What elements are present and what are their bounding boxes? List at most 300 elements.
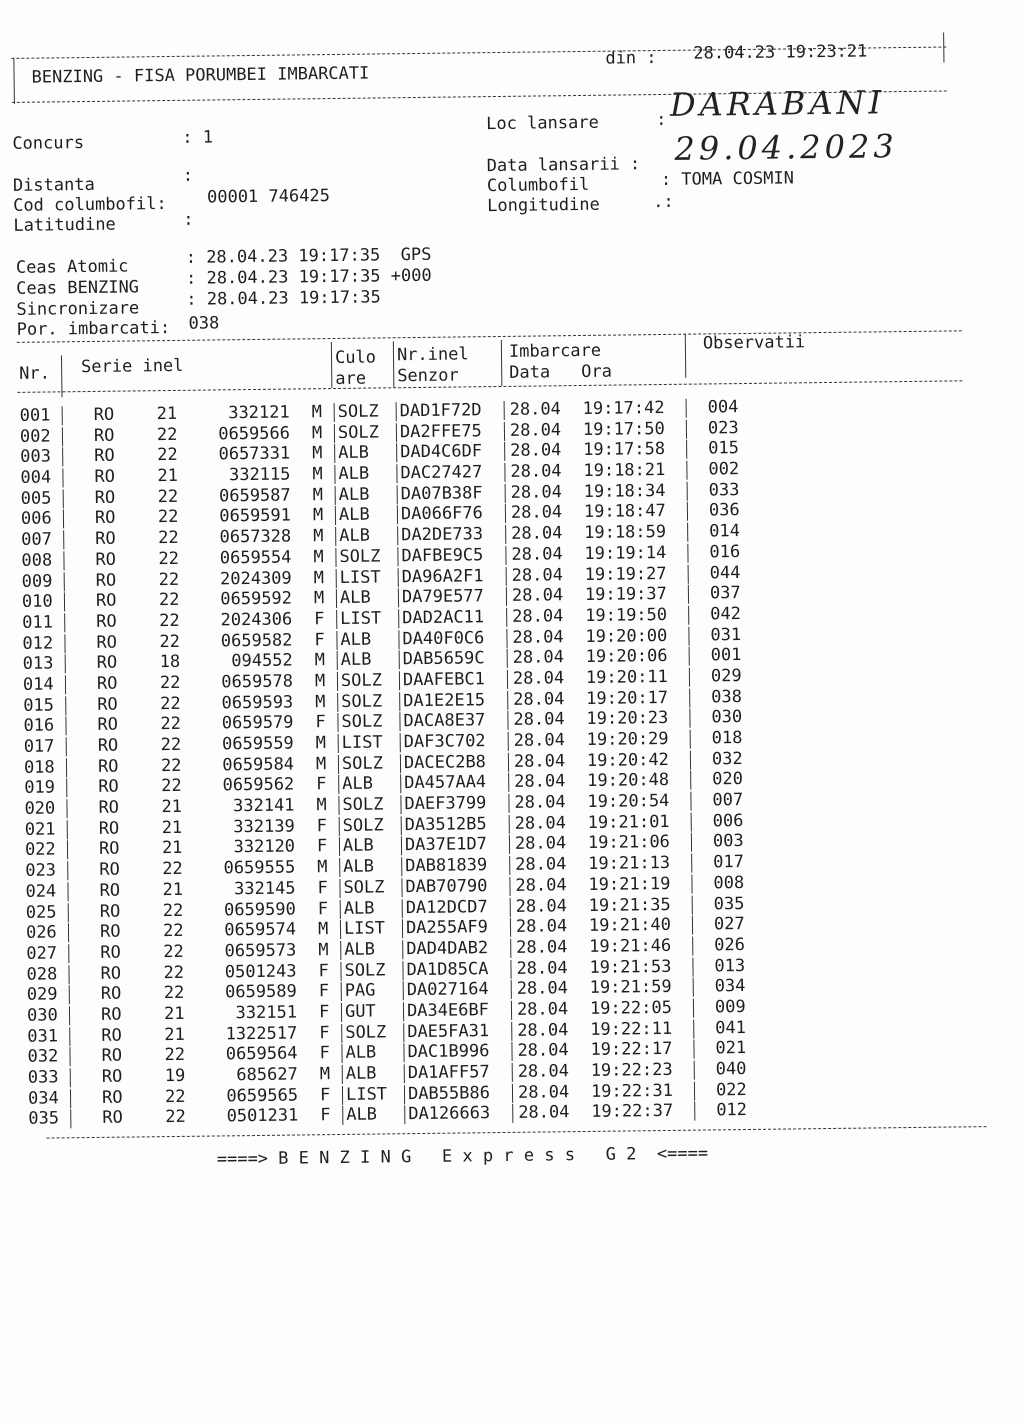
ring-year: 22 [157, 445, 178, 466]
observation: 001 [710, 645, 742, 666]
cell-divider [338, 796, 339, 815]
cell-divider [334, 444, 335, 463]
cell-divider [336, 568, 337, 587]
boarding-time: 19:21:53 [589, 956, 672, 978]
boarding-time: 19:22:11 [590, 1018, 673, 1040]
cell-divider [397, 526, 398, 545]
sensor-ring: DAAFEBC1 [402, 669, 485, 691]
cell-divider [65, 675, 66, 694]
color: ALB [342, 835, 374, 857]
country-code: RO [99, 901, 121, 922]
ring-year: 21 [163, 1003, 185, 1025]
country-code: RO [100, 983, 122, 1005]
country-code: RO [101, 1045, 123, 1067]
sensor-ring: DAD1F72D [399, 400, 482, 422]
sensor-ring: DA1E2E15 [403, 689, 486, 711]
cell-divider [340, 920, 341, 939]
row-number: 029 [26, 984, 58, 1006]
country-code: RO [94, 487, 116, 508]
ring-year: 19 [164, 1065, 186, 1087]
col-divider [685, 334, 687, 378]
cell-divider [335, 527, 336, 546]
boarding-time: 19:18:47 [583, 501, 666, 523]
sex: M [313, 546, 324, 568]
cell-divider [396, 464, 397, 483]
boarding-date: 28.04 [515, 854, 567, 875]
cell-divider [403, 981, 404, 1000]
ring-year: 22 [158, 590, 180, 611]
boarding-date: 28.04 [514, 833, 567, 855]
ring-year: 22 [159, 610, 180, 632]
cod-columbofil-label: Cod columbofil: [13, 194, 167, 216]
sex: F [316, 815, 328, 837]
col-header-senzor: Senzor [397, 365, 459, 387]
sensor-ring: DA34E6BF [406, 1000, 490, 1022]
observation: 009 [714, 996, 746, 1018]
boarding-time: 19:22:37 [591, 1101, 674, 1123]
ring-year: 22 [163, 941, 184, 963]
sensor-ring: DA066F76 [400, 503, 483, 525]
table-header-bottom-border [17, 380, 962, 393]
data-lansarii-handwritten: 29.04.2023 [674, 127, 898, 168]
country-code: RO [98, 839, 120, 860]
cell-divider [66, 758, 67, 777]
cell-divider [689, 709, 690, 728]
boarding-time: 19:19:50 [585, 604, 668, 626]
cell-divider [509, 815, 510, 834]
cell-divider [505, 504, 506, 523]
ring-number: 0659559 [221, 733, 294, 755]
cell-divider [508, 732, 509, 751]
ring-year: 22 [163, 983, 185, 1004]
col-header-culoare-2: are [335, 368, 367, 389]
cell-divider [339, 837, 340, 856]
boarding-time: 19:20:11 [585, 666, 668, 688]
observation: 013 [714, 955, 746, 976]
ring-number: 0659584 [222, 754, 295, 776]
cell-divider [341, 1003, 342, 1022]
ring-year: 22 [159, 631, 181, 652]
ring-number: 332115 [228, 464, 291, 486]
observation: 004 [707, 397, 739, 418]
color: LIST [343, 918, 386, 940]
color: SOLZ [339, 546, 381, 567]
sex: M [311, 422, 323, 443]
color: ALB [345, 1042, 377, 1064]
cell-divider [337, 693, 338, 712]
columbofil-label: Columbofil [486, 174, 590, 197]
boarding-time: 19:22:17 [590, 1039, 673, 1061]
cell-divider [509, 877, 510, 896]
country-code: RO [100, 1004, 122, 1025]
sensor-ring: DA2FFE75 [399, 420, 482, 442]
cell-divider [338, 755, 339, 774]
sex: F [319, 1084, 331, 1105]
sex: F [314, 609, 325, 630]
header-left-border [13, 58, 15, 104]
ring-number: 332145 [233, 878, 296, 900]
ring-year: 22 [162, 921, 184, 942]
cell-divider [402, 940, 403, 959]
ring-year: 22 [158, 569, 180, 590]
cell-divider [507, 649, 508, 668]
observation: 027 [713, 914, 745, 935]
cell-divider [401, 816, 402, 835]
longitudine-colon: .: [653, 191, 674, 213]
print-date-value: 28.04.23 19:23:21 [693, 41, 868, 64]
cell-divider [66, 799, 67, 818]
cod-columbofil-value: 00001 746425 [206, 186, 331, 208]
sex: F [318, 1002, 330, 1023]
ring-year: 21 [161, 838, 183, 859]
document-title: BENZING - FISA PORUMBEI IMBARCATI [31, 63, 370, 88]
country-code: RO [96, 652, 118, 674]
boarding-time: 19:20:00 [585, 625, 668, 647]
cell-divider [67, 820, 68, 839]
sensor-ring: DA07B38F [400, 482, 483, 504]
boarding-time: 19:20:54 [587, 791, 670, 813]
ring-year: 22 [156, 424, 178, 445]
cell-divider [68, 903, 69, 922]
boarding-date: 28.04 [510, 502, 563, 524]
cell-divider [693, 978, 694, 997]
observation: 012 [716, 1100, 748, 1121]
cell-divider [341, 982, 342, 1001]
country-code: RO [100, 942, 121, 963]
row-number: 007 [21, 529, 53, 550]
boarding-time: 19:21:35 [588, 894, 671, 916]
cell-divider [64, 613, 65, 632]
country-code: RO [93, 404, 115, 425]
row-number: 035 [28, 1108, 60, 1130]
cell-divider [337, 672, 338, 691]
cell-divider [692, 895, 693, 914]
sex: M [312, 443, 323, 464]
ring-number: 0659562 [222, 774, 295, 796]
cell-divider [66, 779, 67, 798]
country-code: RO [97, 694, 118, 715]
boarding-date: 28.04 [510, 461, 562, 482]
cell-divider [693, 999, 694, 1018]
sensor-ring: DA3512B5 [404, 813, 487, 835]
observation: 030 [711, 707, 743, 728]
observation: 037 [709, 583, 741, 604]
cell-divider [688, 606, 689, 625]
cell-divider [691, 833, 692, 852]
cell-divider [339, 817, 340, 836]
col-header-serie: Serie inel [81, 355, 184, 378]
table-bottom-border [47, 1126, 987, 1138]
ceas-atomic-label: Ceas Atomic [15, 256, 129, 278]
boarding-date: 28.04 [514, 812, 567, 834]
color: ALB [339, 525, 371, 547]
sincronizare-label: Sincronizare [16, 298, 140, 320]
boarding-time: 19:17:50 [582, 418, 665, 440]
ring-number: 0657331 [218, 443, 291, 465]
cell-divider [507, 670, 508, 689]
cell-divider [65, 696, 66, 715]
ring-number: 2024306 [220, 609, 293, 631]
cell-divider [686, 399, 687, 418]
ring-number: 0659565 [226, 1085, 299, 1107]
boarding-time: 19:21:59 [589, 977, 672, 999]
cell-divider [68, 944, 69, 963]
cell-divider [340, 962, 341, 981]
boarding-time: 19:19:14 [584, 542, 667, 564]
color: ALB [339, 587, 371, 609]
row-number: 019 [24, 777, 56, 799]
observation: 034 [714, 976, 746, 997]
cell-divider [507, 691, 508, 710]
cell-divider [396, 444, 397, 463]
color: ALB [340, 629, 372, 650]
sex: M [318, 939, 329, 961]
cell-divider [510, 897, 511, 916]
cell-divider [399, 671, 400, 690]
country-code: RO [97, 756, 119, 777]
cell-divider [403, 1002, 404, 1021]
ring-number: 0659591 [219, 505, 292, 527]
color: GUT [344, 1001, 376, 1022]
boarding-time: 19:21:19 [588, 873, 671, 895]
row-number: 014 [22, 674, 54, 695]
cell-divider [399, 650, 400, 669]
row-number: 002 [19, 426, 51, 447]
boarding-date: 28.04 [511, 585, 564, 607]
sensor-ring: DA457AA4 [404, 772, 487, 794]
cell-divider [687, 481, 688, 500]
boarding-time: 19:21:06 [587, 832, 670, 854]
ring-number: 332141 [232, 795, 295, 817]
cell-divider [506, 608, 507, 627]
sex: M [319, 1064, 331, 1085]
ring-number: 0659554 [219, 547, 292, 569]
cell-divider [402, 899, 403, 918]
row-number: 025 [25, 901, 57, 923]
cell-divider [693, 1019, 694, 1038]
boarding-time: 19:18:21 [583, 460, 666, 482]
country-code: RO [100, 963, 122, 984]
cell-divider [690, 730, 691, 749]
cell-divider [504, 401, 505, 420]
boarding-time: 19:18:59 [584, 522, 667, 544]
print-date-label: din : [605, 48, 657, 69]
cell-divider [63, 530, 64, 549]
boarding-time: 19:17:58 [583, 439, 666, 461]
boarding-date: 28.04 [512, 606, 564, 627]
cell-divider [404, 1064, 405, 1083]
col-divider [501, 340, 503, 386]
row-number: 010 [21, 591, 53, 613]
cell-divider [508, 753, 509, 772]
cell-divider [335, 548, 336, 567]
country-code: RO [93, 425, 115, 446]
cell-divider [401, 837, 402, 856]
boarding-date: 28.04 [511, 523, 563, 544]
boarding-time: 19:22:05 [589, 997, 673, 1019]
ring-number: 0501243 [224, 961, 297, 982]
ring-year: 22 [160, 714, 182, 735]
sensor-ring: DAB70790 [405, 875, 488, 897]
cell-divider [334, 403, 335, 422]
country-code: RO [99, 859, 120, 881]
observation: 044 [709, 562, 741, 583]
observation: 021 [715, 1038, 747, 1059]
cell-divider [69, 1006, 70, 1025]
row-number: 034 [27, 1088, 59, 1109]
col-header-ora: Ora [581, 361, 613, 382]
sensor-ring: DA1AFF57 [407, 1062, 490, 1084]
sensor-ring: DAC1B996 [407, 1041, 490, 1063]
ring-number: 0659573 [224, 940, 297, 962]
latitudine-label: Latitudine [13, 214, 116, 236]
sensor-ring: DACA8E37 [403, 710, 486, 732]
sensor-ring: DAD4C6DF [400, 441, 483, 463]
row-number: 023 [25, 860, 57, 881]
cell-divider [398, 588, 399, 607]
observation: 032 [711, 748, 743, 770]
boarding-time: 19:19:37 [584, 584, 667, 606]
sensor-ring: DAFBE9C5 [401, 545, 484, 567]
boarding-date: 28.04 [511, 544, 563, 565]
ring-year: 22 [160, 755, 182, 776]
cell-divider [337, 713, 338, 732]
cell-divider [512, 1063, 513, 1082]
color: ALB [346, 1104, 378, 1126]
ring-number: 0659574 [224, 919, 297, 941]
cell-divider [398, 609, 399, 628]
cell-divider [335, 506, 336, 525]
sex: M [313, 588, 325, 609]
row-number: 030 [26, 1005, 58, 1026]
cell-divider [687, 544, 688, 563]
sex: M [313, 526, 324, 547]
cell-divider [70, 1068, 71, 1087]
ring-number: 332120 [233, 836, 296, 858]
cell-divider [335, 486, 336, 505]
sex: F [317, 898, 329, 919]
cell-divider [512, 1104, 513, 1123]
row-number: 001 [19, 405, 51, 426]
cell-divider [70, 1089, 71, 1108]
cell-divider [687, 502, 688, 521]
concurs-label: Concurs [12, 133, 85, 154]
boarding-date: 28.04 [517, 1081, 570, 1103]
sex: F [320, 1105, 331, 1126]
cell-divider [694, 1061, 695, 1080]
cell-divider [340, 941, 341, 960]
row-number: 021 [24, 819, 56, 840]
ring-year: 21 [162, 879, 184, 900]
cell-divider [63, 551, 64, 570]
cell-divider [339, 879, 340, 898]
observation: 008 [713, 872, 745, 894]
sex: M [312, 505, 324, 526]
cell-divider [337, 651, 338, 670]
ring-number: 094552 [231, 650, 293, 672]
boarding-date: 28.04 [514, 792, 566, 813]
cell-divider [504, 463, 505, 482]
col-header-observatii: Observatii [702, 332, 806, 354]
cell-divider [510, 918, 511, 937]
cell-divider [400, 775, 401, 794]
observation: 018 [711, 728, 743, 749]
header-right-border [943, 33, 944, 63]
distanta-label: Distanta [12, 174, 95, 196]
cell-divider [341, 1044, 342, 1063]
cell-divider [397, 485, 398, 504]
row-number: 018 [23, 757, 55, 778]
longitudine-label: Longitudine [487, 194, 600, 217]
boarding-date: 28.04 [511, 564, 564, 586]
observation: 026 [714, 934, 746, 956]
boarding-time: 19:17:42 [582, 397, 665, 419]
cell-divider [508, 794, 509, 813]
observation: 007 [712, 790, 744, 811]
sex: M [311, 402, 323, 423]
cell-divider [689, 668, 690, 687]
cell-divider [342, 1086, 343, 1105]
boarding-date: 28.04 [510, 440, 562, 462]
row-number: 032 [27, 1046, 59, 1068]
ring-year: 22 [162, 900, 184, 921]
cell-divider [694, 1081, 695, 1100]
color: PAG [344, 980, 376, 1002]
ring-number: 0659564 [225, 1043, 298, 1065]
cell-divider [342, 1065, 343, 1084]
cell-divider [69, 1027, 70, 1046]
cell-divider [690, 792, 691, 811]
row-number: 031 [27, 1026, 59, 1047]
ring-number: 0659587 [218, 485, 291, 507]
cell-divider [398, 568, 399, 587]
ring-number: 0659582 [220, 630, 293, 651]
boarding-time: 19:20:42 [586, 749, 669, 771]
color: ALB [338, 463, 370, 485]
ring-year: 22 [163, 962, 185, 983]
cell-divider [68, 965, 69, 984]
cell-divider [67, 861, 68, 880]
color: SOLZ [340, 670, 383, 691]
col-header-nr: Nr. [19, 363, 51, 384]
cell-divider [404, 1085, 405, 1104]
boarding-time: 19:21:13 [588, 853, 671, 875]
observation: 022 [715, 1079, 747, 1101]
sensor-ring: DA255AF9 [405, 917, 489, 939]
sex: M [315, 753, 327, 774]
row-number: 011 [22, 612, 54, 633]
cell-divider [512, 1084, 513, 1103]
row-number: 015 [23, 695, 55, 716]
boarding-date: 28.04 [509, 399, 561, 420]
boarding-time: 19:20:17 [586, 687, 669, 709]
ring-number: 332139 [233, 816, 295, 838]
sex: F [317, 877, 328, 899]
ring-year: 21 [161, 817, 183, 838]
cell-divider [398, 630, 399, 649]
cell-divider [505, 546, 506, 565]
cell-divider [63, 510, 64, 529]
sensor-ring: DA126663 [408, 1103, 491, 1125]
cell-divider [338, 734, 339, 753]
observation: 031 [710, 624, 742, 645]
cell-divider [342, 1106, 343, 1125]
color: ALB [343, 856, 375, 878]
boarding-time: 19:21:01 [587, 811, 670, 833]
observation: 041 [715, 1017, 747, 1039]
cell-divider [693, 1040, 694, 1059]
country-code: RO [95, 590, 117, 612]
